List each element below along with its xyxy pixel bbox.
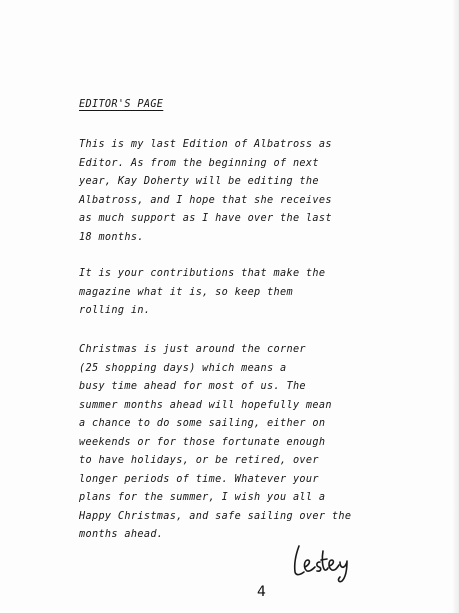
text-line: rolling in. [79, 305, 151, 316]
text-line: magazine what it is, so keep them [79, 286, 293, 298]
text-line: 18 months. [79, 231, 144, 243]
text-line: longer periods of time. Whatever your [79, 473, 319, 485]
text-line: Christmas is just around the corner [79, 344, 306, 355]
text-line: plans for the summer, I wish you all a [79, 492, 326, 503]
paragraph-farewell [79, 136, 332, 247]
text-line: weekends or for those fortunate enough [79, 436, 326, 448]
text-line: Happy Christmas, and safe sailing over the [79, 510, 352, 522]
text-line: year, Kay Doherty will be editing the [79, 176, 319, 187]
scan-edge-shadow [452, 0, 459, 613]
text-line: months ahead. [79, 529, 164, 540]
text-line: Albatross, and I hope that she receives [79, 194, 332, 206]
paragraph-contributions [79, 265, 325, 321]
text-line: busy time ahead for most of us. The [79, 381, 306, 392]
text-line: a chance to do some sailing, either on [79, 418, 326, 429]
text-line: (25 shopping days) which means a [79, 362, 287, 374]
text-line: to have holidays, or be retired, over [79, 455, 319, 466]
page-number: 4 [257, 584, 266, 600]
paragraph-christmas [79, 341, 351, 545]
text-line: It is your contributions that make the [79, 268, 326, 279]
page-heading: EDITOR'S PAGE [79, 99, 164, 110]
text-line: This is my last Edition of Albatross as [79, 139, 332, 150]
handwritten-signature [290, 540, 360, 585]
text-line: summer months ahead will hopefully mean [79, 399, 332, 411]
text-line: as much support as I have over the last [79, 213, 332, 224]
text-line: Editor. As from the beginning of next [79, 157, 319, 169]
